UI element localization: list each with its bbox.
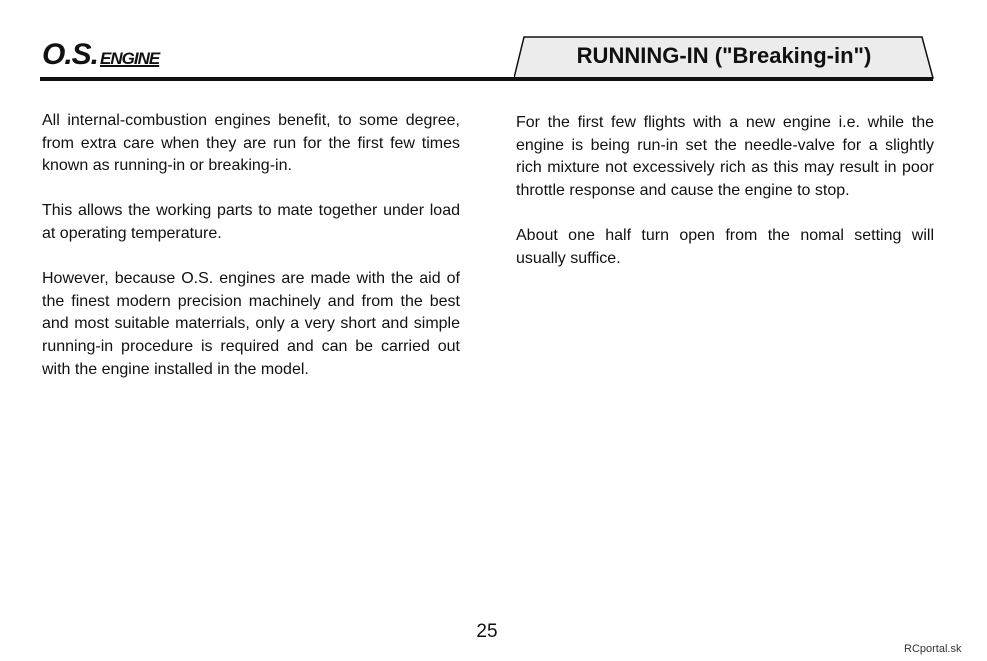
section-title: RUNNING-IN ("Breaking-in")	[576, 43, 872, 68]
os-engine-logo	[42, 38, 159, 72]
paragraph: This allows the working parts to mate together under load at operating temperature.	[42, 202, 460, 242]
left-column	[42, 110, 460, 404]
page-number: 25	[476, 621, 498, 642]
logo-engine-text: ENGINE	[100, 49, 160, 68]
paragraph: All internal-combustion engines benefit, to some degree, from extra care when they are run for the first few times known as running-in or breaking-in.	[42, 112, 460, 175]
section-title-tab	[514, 35, 934, 79]
right-column	[516, 112, 934, 293]
logo-os-text: O.S.	[42, 38, 99, 71]
header-rule	[40, 77, 933, 81]
paragraph: For the first few flights with a new engine i.e. while the engine is being run-in set the needle-valve for a slightly rich mixture not excessively rich as this may result in poor throttle response and cause the engine to stop.	[516, 114, 934, 199]
source-watermark: RCportal.sk	[904, 643, 962, 655]
paragraph: However, because O.S. engines are made with the aid of the finest modern precision machinely and from the best and most suitable materrials, only a very short and simple running-in procedure is required and can be carried out with the engine installed in the model.	[42, 270, 460, 378]
paragraph: About one half turn open from the nomal setting will usually suffice.	[516, 226, 934, 267]
